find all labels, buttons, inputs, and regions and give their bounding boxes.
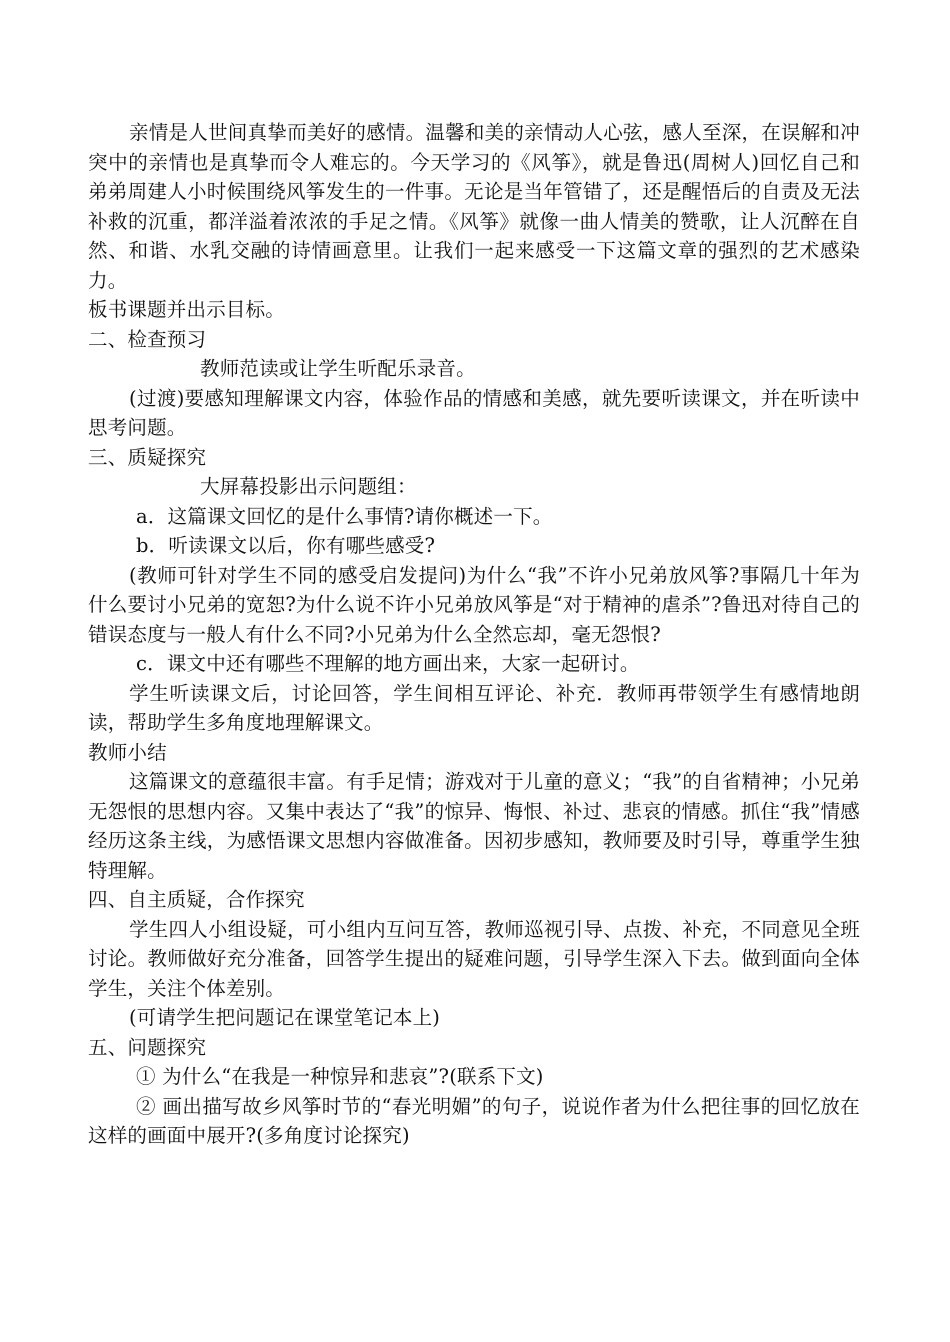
teacher-prompt-paragraph: (教师可针对学生不同的感受启发提问)为什么“我”不许小兄弟放风筝?事隔几十年为什么要讨小兄弟的宽恕?为什么说不许小兄弟放风筝是“对于精神的虐杀”?鲁迅对待自己的错误态度与一般人有什么不同?小兄弟为什么全然忘却，毫无怨恨? bbox=[88, 563, 860, 646]
transition-paragraph: (过渡)要感知理解课文内容，体验作品的情感和美感，就先要听读课文，并在听读中思考问题。 bbox=[88, 386, 860, 439]
question-a: a．这篇课文回忆的是什么事情?请你概述一下。 bbox=[136, 504, 553, 528]
problem-item-2: ② 画出描写故乡风筝时节的“春光明媚”的句子，说说作者为什么把往事的回忆放在这样的画面中展开?(多角度讨论探究) bbox=[88, 1094, 860, 1147]
intro-paragraph: 亲情是人世间真挚而美好的感情。温馨和美的亲情动人心弦，感人至深，在误解和冲突中的亲情也是真挚而令人难忘的。今天学习的《风筝》，就是鲁迅(周树人)回忆自己和弟弟周建人小时候围绕风筝发生的一件事。无论是当年管错了，还是醒悟后的自责及无法补救的沉重，都洋溢着浓浓的手足之情。《风筝》就像一曲人情美的赞歌，让人沉醉在自然、和谐、水乳交融的诗情画意里。让我们一起来感受一下这篇文章的强烈的艺术感染力。 bbox=[88, 121, 860, 292]
section-heading-3: 三、质疑探究 bbox=[88, 445, 207, 469]
section-heading-4: 四、自主质疑，合作探究 bbox=[88, 888, 305, 911]
section-heading-5: 五、问题探究 bbox=[88, 1035, 207, 1059]
teacher-summary-heading: 教师小结 bbox=[88, 740, 167, 764]
section-heading-2: 二、检查预习 bbox=[88, 327, 207, 351]
question-c: c．课文中还有哪些不理解的地方画出来，大家一起研讨。 bbox=[136, 652, 640, 675]
group-work-paragraph: 学生四人小组设疑，可小组内互问互答，教师巡视引导、点拨、补充，不同意见全班讨论。教师做好充分准备，回答学生提出的疑难问题，引导学生深入下去。做到面向全体学生，关注个体差别。 bbox=[88, 917, 860, 1000]
question-b: b．听读课文以后，你有哪些感受? bbox=[136, 534, 436, 557]
notebook-note: (可请学生把问题记在课堂笔记本上) bbox=[129, 1006, 441, 1029]
problem-item-1: ① 为什么“在我是一种惊异和悲哀”?(联系下文) bbox=[136, 1065, 544, 1088]
projection-line: 大屏幕投影出示问题组： bbox=[200, 475, 417, 498]
teacher-reading-line: 教师范读或让学生听配乐录音。 bbox=[200, 357, 476, 380]
discussion-paragraph: 学生听读课文后，讨论回答，学生间相互评论、补充．教师再带领学生有感情地朗读，帮助学生多角度地理解课文。 bbox=[88, 681, 860, 734]
blackboard-title-line: 板书课题并出示目标。 bbox=[88, 298, 286, 321]
document-body bbox=[88, 118, 860, 1151]
summary-paragraph: 这篇课文的意蕴很丰富。有手足情；游戏对于儿童的意义；“我”的自省精神；小兄弟无怨恨的思想内容。又集中表达了“我”的惊异、悔恨、补过、悲哀的情感。抓住“我”情感经历这条主线，为感悟课文思想内容做准备。因初步感知，教师要及时引导，尊重学生独特理解。 bbox=[88, 770, 860, 882]
